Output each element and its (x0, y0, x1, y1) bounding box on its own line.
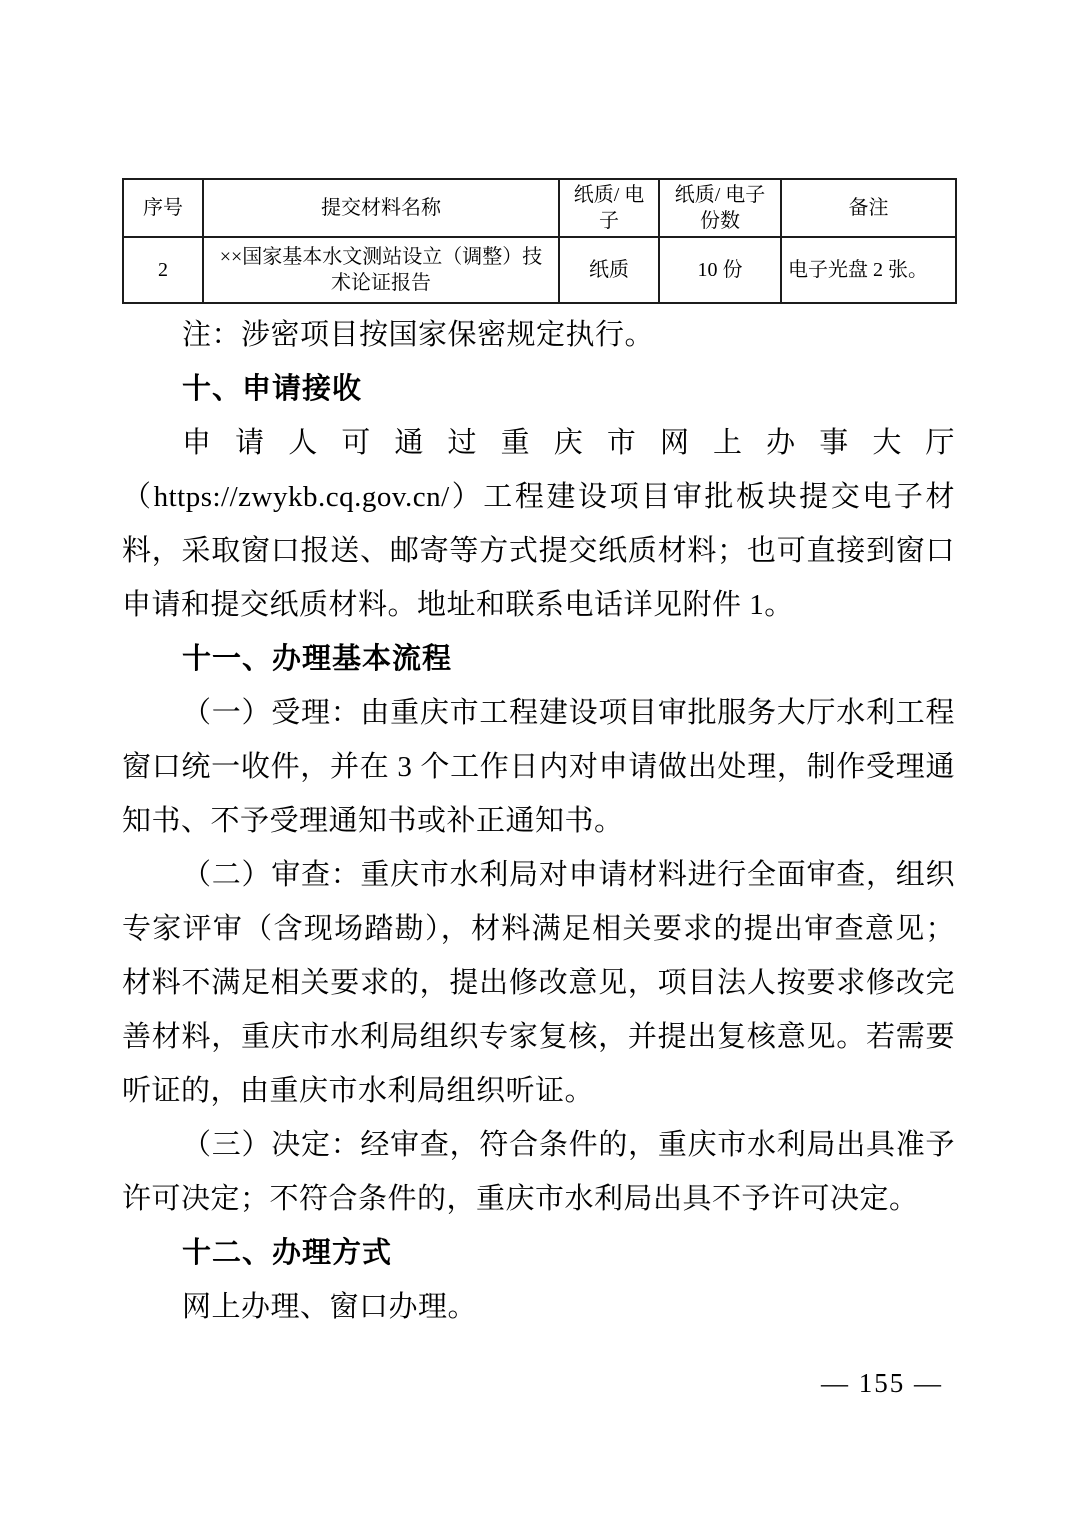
page-number: — 155 — (821, 1368, 943, 1398)
section-heading-11-basic-process: 十一、办理基本流程 (182, 643, 453, 675)
table-row (123, 237, 956, 303)
cell-medium: 纸质 (559, 237, 659, 303)
column-header-medium: 纸质/ 电子 (559, 179, 659, 237)
section-10-paragraph: 申请人可通过重庆市网上办事大厅（https://zwykb.cq.gov.cn/）工程建设项目审批板块提交电子材料，采取窗口报送、邮寄等方式提交纸质材料；也可直接到窗口申请和提交纸质材料。地址和联系电话详见附件 1。 (122, 427, 955, 621)
cell-material-name: ××国家基本水文测站设立（调整）技术论证报告 (203, 237, 559, 303)
section-11-paragraph-review: （二）审查：重庆市水利局对申请材料进行全面审查，组织专家评审（含现场踏勘），材料满足相关要求的提出审查意见；材料不满足相关要求的，提出修改意见，项目法人按要求修改完善材料，重庆市水利局组织专家复核，并提出复核意见。若需要听证的，由重庆市水利局组织听证。 (122, 859, 955, 1107)
column-header-copies: 纸质/ 电子份数 (659, 179, 781, 237)
table-header-row (123, 179, 956, 237)
column-header-material-name: 提交材料名称 (203, 179, 559, 237)
materials-table (122, 178, 957, 304)
section-heading-12-handling-method: 十二、办理方式 (182, 1237, 393, 1269)
column-header-index: 序号 (123, 179, 203, 237)
section-11-paragraph-decision: （三）决定：经审查，符合条件的，重庆市水利局出具准予许可决定；不符合条件的，重庆市水利局出具不予许可决定。 (122, 1129, 955, 1215)
confidential-note: 注：涉密项目按国家保密规定执行。 (182, 319, 655, 351)
cell-index: 2 (123, 237, 203, 303)
cell-copies: 10 份 (659, 237, 781, 303)
cell-remark: 电子光盘 2 张。 (781, 237, 956, 303)
document-content (122, 178, 955, 1334)
section-12-paragraph: 网上办理、窗口办理。 (182, 1291, 478, 1323)
section-heading-10-application-receipt: 十、申请接收 (182, 373, 363, 405)
section-11-paragraph-acceptance: （一）受理：由重庆市工程建设项目审批服务大厅水利工程窗口统一收件，并在 3 个工作日内对申请做出处理，制作受理通知书、不予受理通知书或补正通知书。 (122, 697, 955, 837)
column-header-remark: 备注 (781, 179, 956, 237)
